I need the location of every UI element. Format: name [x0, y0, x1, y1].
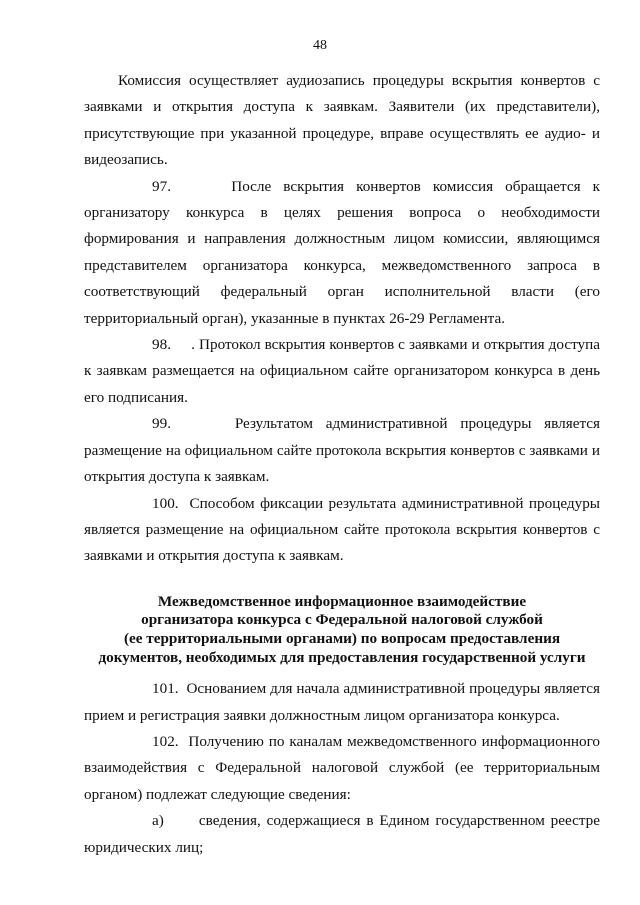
paragraph-100	[84, 491, 600, 570]
section-heading-line: Межведомственное информационное взаимодействие	[157, 592, 527, 610]
page-number: 48	[313, 38, 327, 53]
paragraph-101	[84, 676, 600, 729]
section-heading	[84, 593, 600, 667]
list-item-text: сведения, содержащиеся в Едином государственном реестре юридических лиц;	[84, 812, 601, 856]
paragraph-99	[84, 411, 600, 490]
paragraph-text: Комиссия осуществляет аудиозапись процедуры вскрытия конвертов с заявками и открытия доступа к заявкам. Заявители (их представители), присутствующие при указанной процедуре, вправе осуществлять ее аудио- и видеозапись.	[84, 72, 600, 169]
paragraph-98	[84, 332, 600, 411]
paragraph-97	[84, 174, 600, 332]
paragraph-number: 99.	[152, 415, 171, 433]
section-heading-line: организатора конкурса с Федеральной налоговой службой	[141, 611, 543, 629]
paragraph-number: 100.	[152, 494, 179, 512]
paragraph-number: 102.	[152, 732, 179, 750]
list-item-marker: а)	[152, 812, 164, 830]
paragraph-number: 97.	[152, 177, 171, 195]
paragraph-text: . Протокол вскрытия конвертов с заявками и открытия доступа к заявкам размещается на официальном сайте организатором конкурса в день его подписания.	[84, 336, 600, 406]
paragraph-102	[84, 729, 600, 808]
document-body	[84, 68, 600, 861]
paragraph-text: Способом фиксации результата административной процедуры является размещение на официальном сайте протокола вскрытия конвертов с заявками и открытия доступа к заявкам.	[84, 494, 601, 565]
paragraph-number: 98.	[152, 336, 171, 354]
paragraph-text: Получению по каналам межведомственного информационного взаимодействия с Федеральной налоговой службой (ее территориальным органом) подлежат следующие сведения:	[84, 732, 601, 803]
paragraph-text: Результатом административной процедуры является размещение на официальном сайте протокола вскрытия конвертов с заявками и открытия доступа к заявкам.	[84, 415, 600, 486]
section-heading-line: документов, необходимых для предоставления государственной услуги	[98, 648, 586, 666]
paragraph-text: Основанием для начала административной процедуры является прием и регистрация заявки должностным лицом организатора конкурса.	[84, 680, 600, 724]
paragraph-audio-recording	[84, 68, 600, 174]
paragraph-text: После вскрытия конвертов комиссия обращается к организатору конкурса в целях решения вопроса о необходимости формирования и направления должностным лицом комиссии, являющимся представителем организатора конкурса, межведомственного запроса в соответствующий федеральный орган исполнительной власти (его территориальный орган), указанные в пунктах 26-29 Регламента.	[84, 177, 600, 327]
paragraph-number: 101.	[152, 680, 179, 698]
section-heading-line: (ее территориальными органами) по вопросам предоставления	[123, 629, 561, 647]
list-item-a	[84, 808, 600, 861]
